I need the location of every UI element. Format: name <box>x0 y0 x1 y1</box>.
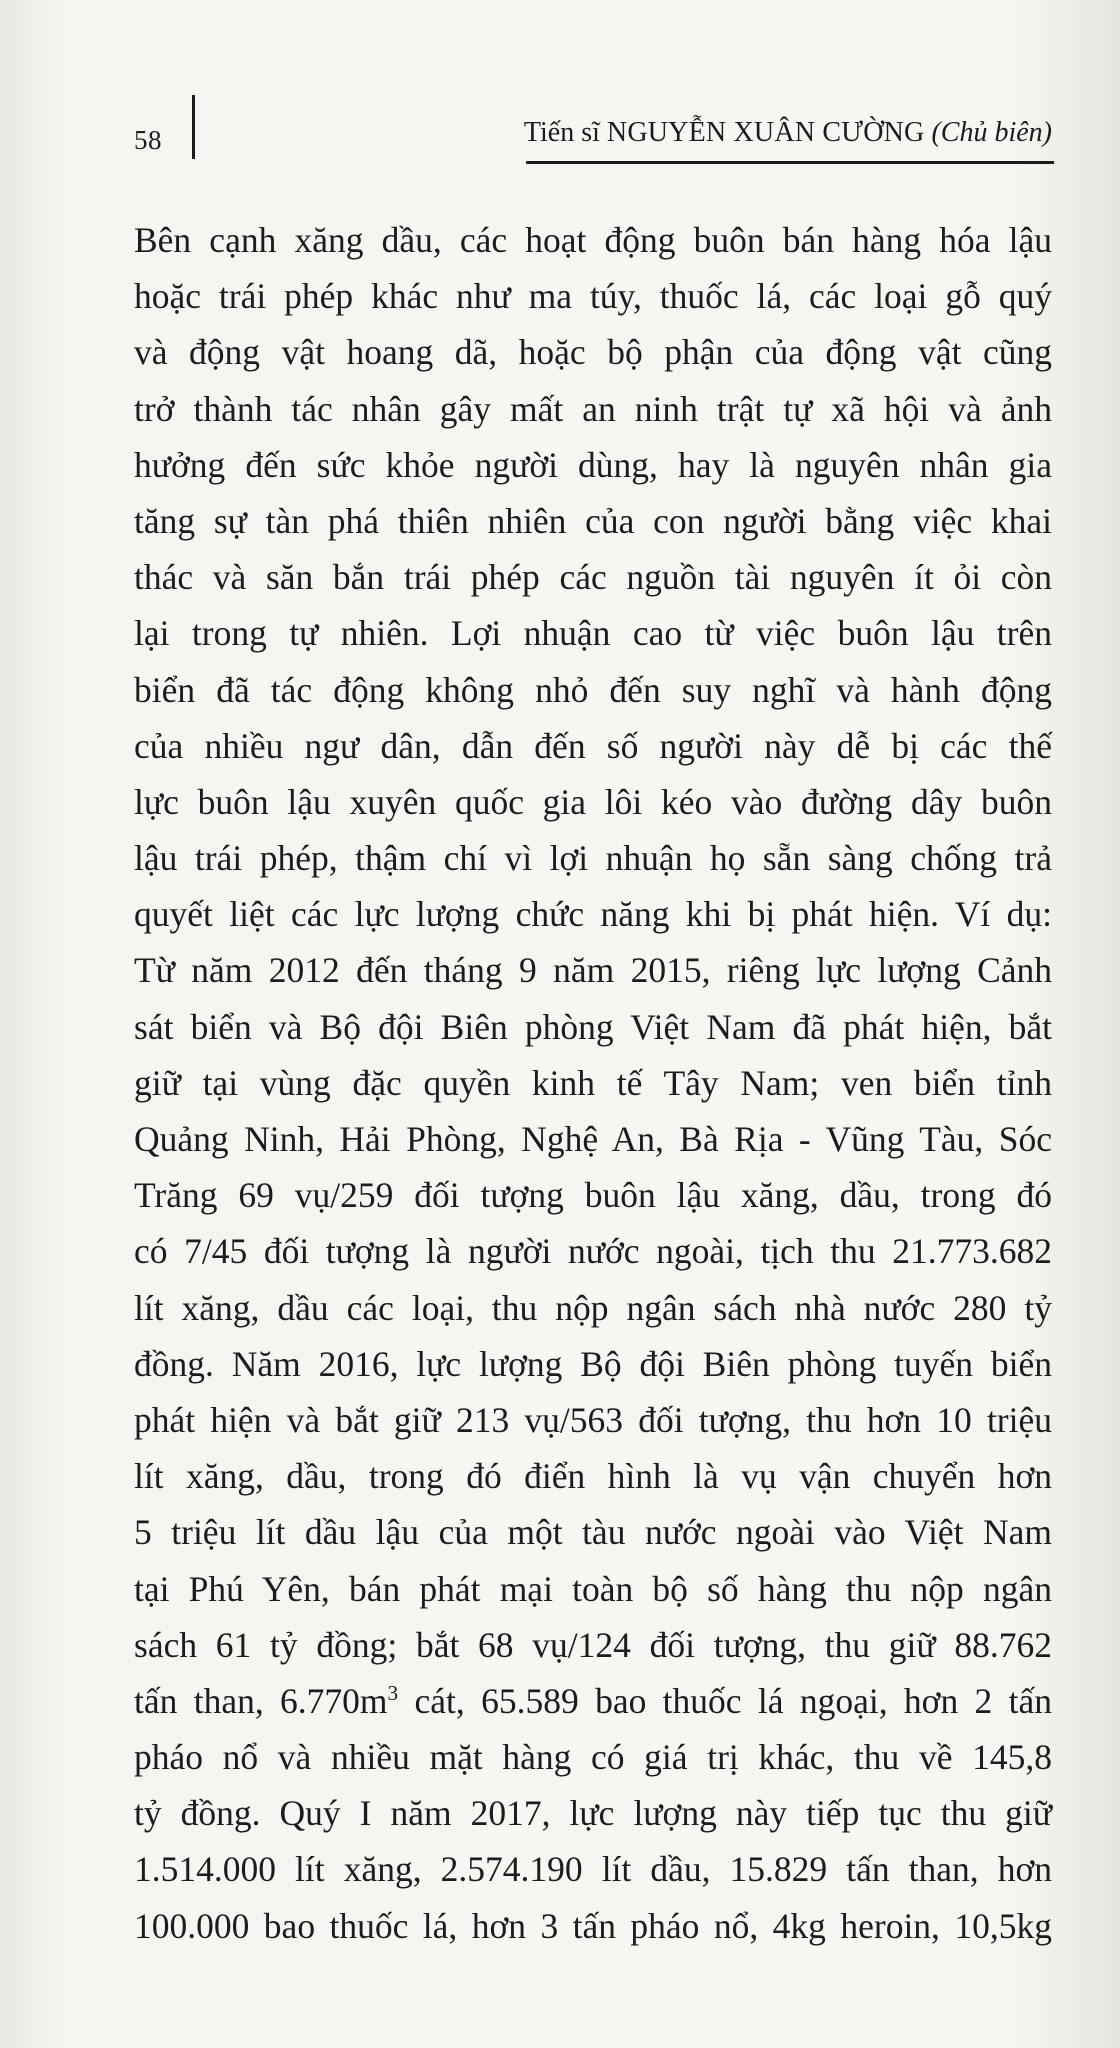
text-line: hoặc trái phép khác như ma túy, thuốc lá, các loại gỗ quý <box>134 276 1052 317</box>
text-line: pháo nổ và nhiều mặt hàng có giá trị khác, thu về 145,8 <box>134 1737 1052 1778</box>
text-line: tỷ đồng. Quý I năm 2017, lực lượng này tiếp tục thu giữ <box>134 1793 1052 1834</box>
text-line: lại trong tự nhiên. Lợi nhuận cao từ việc buôn lậu trên <box>134 613 1052 654</box>
text-line: Từ năm 2012 đến tháng 9 năm 2015, riêng lực lượng Cảnh <box>134 950 1052 991</box>
header-underline-rule <box>526 161 1054 164</box>
text-line: Bên cạnh xăng dầu, các hoạt động buôn bán hàng hóa lậu <box>134 220 1052 260</box>
text-line: lít xăng, dầu các loại, thu nộp ngân sách nhà nước 280 tỷ <box>134 1287 1052 1328</box>
running-title <box>524 117 1052 149</box>
text-before-sup: tấn than, 6.770m <box>134 1680 388 1721</box>
text-line: trở thành tác nhân gây mất an ninh trật tự xã hội và ảnh <box>134 388 1052 429</box>
body-paragraph <box>134 212 1052 1954</box>
text-line: có 7/45 đối tượng là người nước ngoài, tịch thu 21.773.682 <box>134 1231 1052 1272</box>
text-line: hưởng đến sức khỏe người dùng, hay là nguyên nhân gia <box>134 444 1052 485</box>
text-line: Quảng Ninh, Hải Phòng, Nghệ An, Bà Rịa - Vũng Tàu, Sóc <box>134 1119 1052 1159</box>
text-line: của nhiều ngư dân, dẫn đến số người này dễ bị các thế <box>134 725 1052 766</box>
text-line: tại Phú Yên, bán phát mại toàn bộ số hàng thu nộp ngân <box>134 1568 1052 1609</box>
text-line: 100.000 bao thuốc lá, hơn 3 tấn pháo nổ, 4kg heroin, 10,5kg <box>134 1905 1052 1946</box>
superscript-cubed: 3 <box>387 1681 399 1706</box>
text-line: 1.514.000 lít xăng, 2.574.190 lít dầu, 15.829 tấn than, hơn <box>134 1849 1052 1890</box>
text-line: 5 triệu lít dầu lậu của một tàu nước ngoài vào Việt Nam <box>134 1512 1052 1553</box>
text-line: sát biển và Bộ đội Biên phòng Việt Nam đã phát hiện, bắt <box>134 1006 1052 1047</box>
text-line: đồng. Năm 2016, lực lượng Bộ đội Biên phòng tuyến biển <box>134 1343 1052 1384</box>
text-line: phát hiện và bắt giữ 213 vụ/563 đối tượng, thu hơn 10 triệu <box>134 1399 1052 1440</box>
text-after-sup: cát, 65.589 bao thuốc lá ngoại, hơn 2 tấn <box>398 1680 1052 1721</box>
text-line: Trăng 69 vụ/259 đối tượng buôn lậu xăng, dầu, trong đó <box>134 1175 1052 1216</box>
page-number: 58 <box>134 125 162 155</box>
text-line: giữ tại vùng đặc quyền kinh tế Tây Nam; ven biển tỉnh <box>134 1062 1052 1103</box>
text-line: lực buôn lậu xuyên quốc gia lôi kéo vào đường dây buôn <box>134 781 1052 822</box>
text-line: lít xăng, dầu, trong đó điển hình là vụ vận chuyển hơn <box>134 1456 1052 1497</box>
text-line: thác và săn bắn trái phép các nguồn tài nguyên ít ỏi còn <box>134 557 1052 598</box>
text-line-with-superscript <box>134 1673 1052 1729</box>
text-line: quyết liệt các lực lượng chức năng khi bị phát hiện. Ví dụ: <box>134 894 1052 935</box>
text-line: sách 61 tỷ đồng; bắt 68 vụ/124 đối tượng, thu giữ 88.762 <box>134 1624 1052 1665</box>
author-role: (Chủ biên) <box>924 117 1052 148</box>
text-line: và động vật hoang dã, hoặc bộ phận của động vật cũng <box>134 332 1052 373</box>
text-line: tăng sự tàn phá thiên nhiên của con người bằng việc khai <box>134 500 1052 541</box>
text-line: biển đã tác động không nhỏ đến suy nghĩ và hành động <box>134 669 1052 710</box>
page-header <box>134 95 1054 165</box>
author-name: NGUYỄN XUÂN CƯỜNG <box>606 117 925 148</box>
header-vertical-rule <box>192 95 195 159</box>
author-prefix: Tiến sĩ <box>523 117 607 148</box>
text-line: lậu trái phép, thậm chí vì lợi nhuận họ sẵn sàng chống trả <box>134 838 1052 879</box>
